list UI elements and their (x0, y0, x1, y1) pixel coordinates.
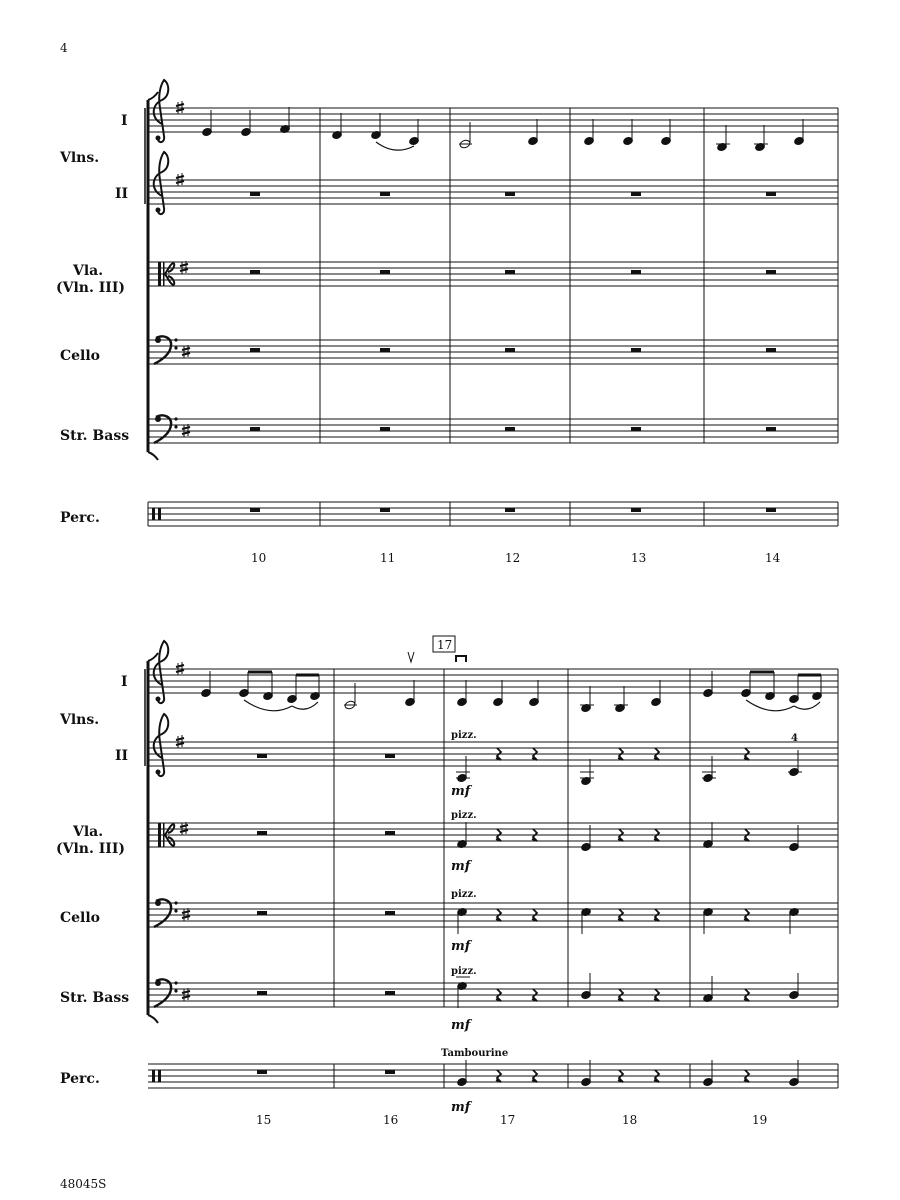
label-vla-sub: (Vln. III) (56, 280, 126, 296)
label-vln1: I (121, 113, 128, 129)
label-perc: Perc. (60, 510, 100, 526)
fingering: 4 (791, 733, 798, 744)
system-2 (145, 636, 838, 1127)
measure-number: 11 (380, 551, 396, 565)
measure-number: 15 (256, 1113, 272, 1127)
label-vla-sub: (Vln. III) (56, 841, 126, 857)
measure-number: 16 (383, 1113, 399, 1127)
dynamic-vln2: mf (451, 784, 471, 799)
staff-bass-s2 (148, 983, 838, 1007)
measure-number: 12 (505, 551, 521, 565)
staff-vln2-s1 (148, 152, 838, 214)
label-vlns: Vlns. (60, 150, 100, 166)
pizz-notes-s2 (456, 748, 802, 1087)
measure-number: 13 (631, 551, 647, 565)
label-bass: Str. Bass (60, 990, 130, 1006)
pizz-bass: pizz. (451, 966, 477, 977)
label-vln2: II (115, 186, 129, 202)
dynamic-bass: mf (451, 1018, 471, 1033)
rests-s2 (257, 754, 395, 1074)
measure-number: 19 (752, 1113, 768, 1127)
tambourine-label: Tambourine (441, 1048, 509, 1059)
pizz-cello: pizz. (451, 889, 477, 900)
pizz-vla: pizz. (451, 810, 477, 821)
staff-perc-s2 (148, 1064, 838, 1088)
staff-vln2-s2 (148, 742, 838, 766)
measure-number: 10 (251, 551, 267, 565)
dynamic-vla: mf (451, 859, 471, 874)
label-vln2: II (115, 748, 129, 764)
staff-cello-s2 (148, 903, 838, 927)
label-cello: Cello (60, 348, 101, 364)
measure-number: 17 (500, 1113, 516, 1127)
staff-vln1-s1 (148, 80, 838, 142)
page-number: 4 (60, 41, 68, 55)
rehearsal-number: 17 (437, 638, 453, 652)
label-vln1: I (121, 674, 128, 690)
label-cello: Cello (60, 910, 101, 926)
system-1 (145, 80, 838, 565)
dynamic-cello: mf (451, 939, 471, 954)
measure-number: 14 (765, 551, 781, 565)
staff-perc-s1 (148, 502, 838, 526)
staff-vla-s2 (148, 823, 838, 847)
label-vla: Vla. (73, 263, 104, 279)
pizz-vln2: pizz. (451, 730, 477, 741)
label-vlns: Vlns. (60, 712, 100, 728)
measure-number: 18 (622, 1113, 638, 1127)
down-bow-icon (456, 656, 466, 662)
up-bow-icon (408, 652, 414, 662)
label-bass: Str. Bass (60, 428, 130, 444)
catalog-number: 48045S (60, 1177, 107, 1191)
label-vla: Vla. (73, 824, 104, 840)
dynamic-perc: mf (451, 1100, 471, 1115)
label-perc: Perc. (60, 1071, 100, 1087)
vln1-notes-s2 (201, 671, 823, 713)
